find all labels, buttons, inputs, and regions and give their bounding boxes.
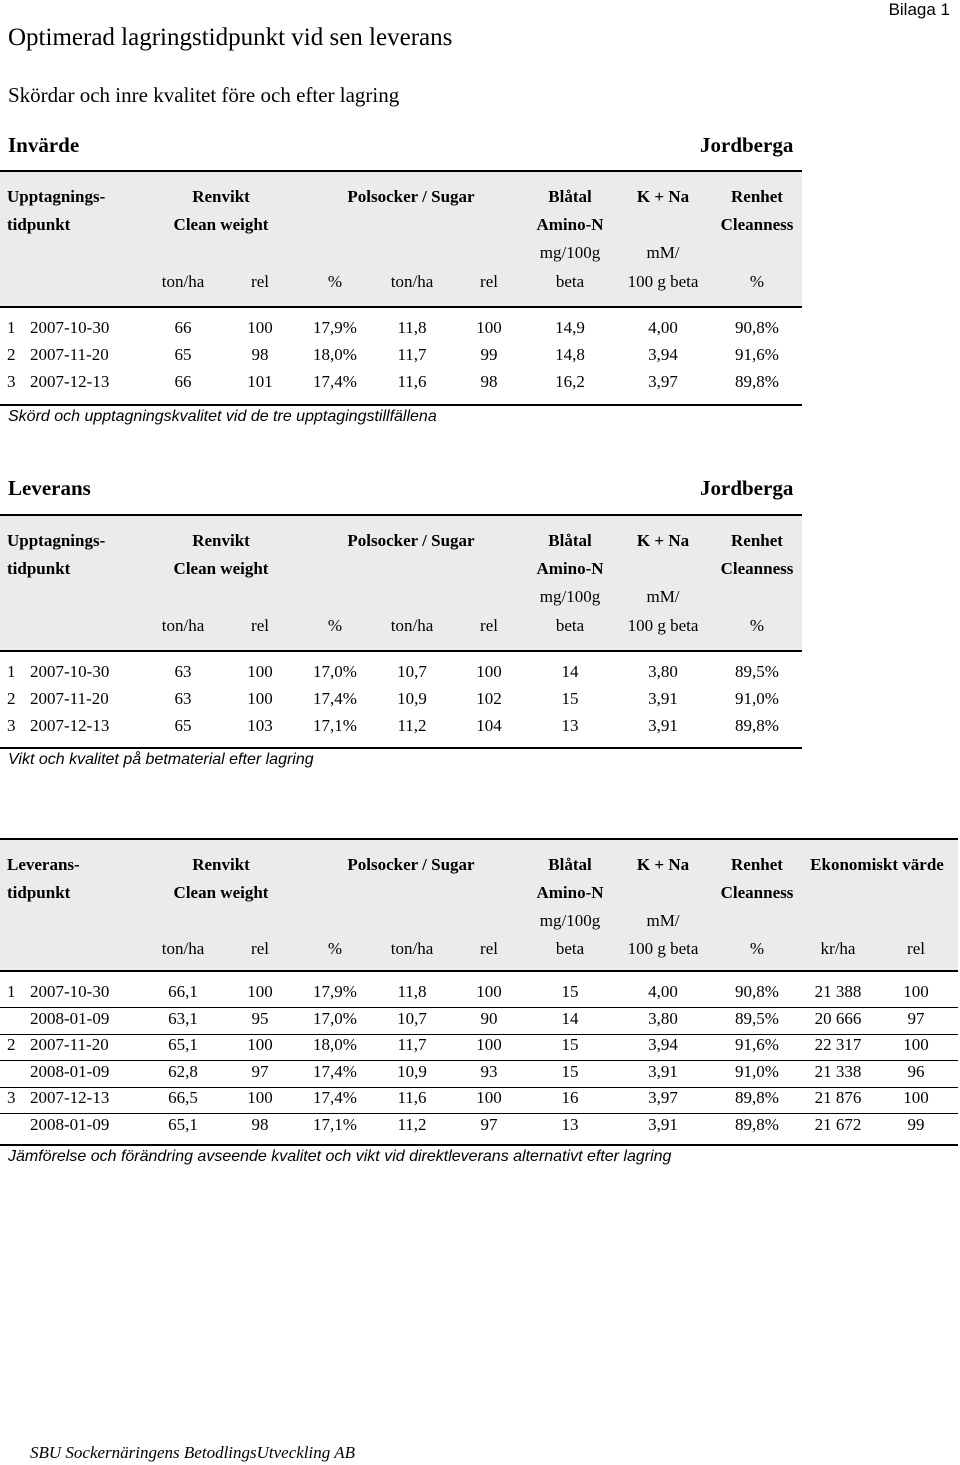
header-cell: Cleanness [720, 883, 794, 902]
header-cell: ton/ha [390, 939, 434, 958]
table-cell: 2008-01-09 [30, 1062, 110, 1081]
header-cell: mM/ [646, 911, 680, 930]
header-cell: Blåtal [548, 531, 592, 550]
header-cell: ton/ha [390, 616, 434, 635]
table-cell: 17,4% [313, 1062, 357, 1081]
header-cell: Renvikt [192, 187, 250, 206]
row-divider [0, 1007, 958, 1008]
header-cell: Blåtal [548, 855, 592, 874]
table-cell: 63 [174, 662, 192, 681]
table-cell: 91,0% [735, 1062, 779, 1081]
footer-text: SBU Sockernäringens BetodlingsUtveckling AB [30, 1443, 355, 1462]
table-cell: 17,1% [313, 716, 357, 735]
table-cell: 15 [561, 1062, 579, 1081]
table-cell: 3,97 [648, 1088, 678, 1107]
header-cell: mM/ [646, 243, 680, 262]
header-cell: % [749, 272, 765, 291]
table-cell: 17,9% [313, 318, 357, 337]
table-cell: 2007-12-13 [30, 1088, 110, 1107]
table-cell: 101 [247, 372, 273, 391]
table-cell: 66 [174, 372, 192, 391]
header-cell: mM/ [646, 587, 680, 606]
table-cell: 11,2 [397, 716, 427, 735]
header-cell: beta [555, 616, 585, 635]
table-cell: 4,00 [648, 982, 678, 1001]
header-cell: Clean weight [173, 215, 269, 234]
header-cell: % [749, 939, 765, 958]
header-cell: Renvikt [192, 855, 250, 874]
table-cell: 100 [247, 689, 273, 708]
table-cell: 10,7 [397, 1009, 427, 1028]
table-cell: 3,97 [648, 372, 678, 391]
header-cell: 100 g beta [627, 616, 699, 635]
header-cell: rel [480, 939, 498, 958]
table-cell: 91,6% [735, 1035, 779, 1054]
table-caption: Skörd och upptagningskvalitet vid de tre upptagingstillfällena [8, 408, 437, 425]
table-cell: 102 [476, 689, 502, 708]
table-cell: 18,0% [313, 1035, 357, 1054]
table-cell: 17,4% [313, 1088, 357, 1107]
header-cell: % [749, 616, 765, 635]
table-cell: 20 666 [814, 1009, 862, 1028]
header-cell: % [327, 616, 343, 635]
location-label: Jordberga [700, 476, 794, 500]
header-cell: Upptagnings- [7, 187, 106, 206]
table-cell: 11,8 [397, 318, 427, 337]
table-rule [0, 747, 802, 749]
table-cell: 100 [476, 662, 502, 681]
table-cell: 89,5% [735, 662, 779, 681]
table-cell: 3,80 [648, 1009, 678, 1028]
table-cell: 95 [251, 1009, 269, 1028]
header-cell: Clean weight [173, 883, 269, 902]
table-cell: 3,94 [648, 345, 678, 364]
table-cell: 2007-10-30 [30, 318, 110, 337]
table-cell: 2007-12-13 [30, 716, 110, 735]
table-cell: 100 [903, 1088, 929, 1107]
table-cell: 97 [480, 1115, 498, 1134]
header-cell: tidpunkt [7, 559, 71, 578]
table-cell: 14 [561, 662, 579, 681]
table-cell: 89,5% [735, 1009, 779, 1028]
table-cell: 21 672 [814, 1115, 862, 1134]
table-cell: 2007-12-13 [30, 372, 110, 391]
table-cell: 17,4% [313, 689, 357, 708]
header-cell: Amino-N [536, 215, 604, 234]
header-cell: Amino-N [536, 883, 604, 902]
table-cell: 89,8% [735, 1088, 779, 1107]
table-cell: 17,0% [313, 1009, 357, 1028]
table-cell: 1 [7, 318, 16, 337]
table-caption: Jämförelse och förändring avseende kvalitet och vikt vid direktleverans alternativt efter lagring [8, 1148, 672, 1165]
header-cell: ton/ha [161, 616, 205, 635]
table-cell: 11,8 [397, 982, 427, 1001]
table-cell: 90 [480, 1009, 498, 1028]
table-cell: 66 [174, 318, 192, 337]
header-cell: beta [555, 272, 585, 291]
table-cell: 15 [561, 982, 579, 1001]
header-cell: ton/ha [161, 272, 205, 291]
table-cell: 17,4% [313, 372, 357, 391]
table-cell: 15 [561, 689, 579, 708]
appendix-label: Bilaga 1 [888, 0, 950, 19]
table-cell: 62,8 [168, 1062, 198, 1081]
table-cell: 13 [561, 716, 579, 735]
table-cell: 98 [480, 372, 498, 391]
header-cell: Clean weight [173, 559, 269, 578]
header-cell: 100 g beta [627, 272, 699, 291]
table-cell: 2 [7, 345, 16, 364]
table-cell: 65 [174, 345, 192, 364]
header-cell: rel [907, 939, 925, 958]
table-cell: 65,1 [168, 1035, 198, 1054]
header-cell: Blåtal [548, 187, 592, 206]
section-title-invarde: Invärde [8, 133, 80, 157]
table-cell: 3,91 [648, 1115, 678, 1134]
table-cell: 98 [251, 345, 269, 364]
table-cell: 66,5 [168, 1088, 198, 1107]
table-cell: 10,9 [397, 1062, 427, 1081]
table-rule [0, 1144, 958, 1146]
table-cell: 100 [476, 318, 502, 337]
table-cell: 11,7 [397, 1035, 427, 1054]
header-cell: ton/ha [161, 939, 205, 958]
header-cell: Upptagnings- [7, 531, 106, 550]
table-cell: 2007-10-30 [30, 662, 110, 681]
table-cell: 3 [7, 716, 16, 735]
table-cell: 100 [476, 1035, 502, 1054]
header-cell: Polsocker / Sugar [347, 187, 475, 206]
header-cell: Polsocker / Sugar [347, 855, 475, 874]
table-cell: 13 [561, 1115, 579, 1134]
section-title-leverans: Leverans [8, 476, 91, 500]
table-cell: 100 [247, 982, 273, 1001]
table-cell: 21 338 [814, 1062, 862, 1081]
table-cell: 10,9 [397, 689, 427, 708]
table-cell: 3 [7, 1088, 16, 1107]
table-cell: 63 [174, 689, 192, 708]
table-cell: 10,7 [397, 662, 427, 681]
table-cell: 3,94 [648, 1035, 678, 1054]
table-cell: 3 [7, 372, 16, 391]
table-cell: 91,0% [735, 689, 779, 708]
table-cell: 14 [561, 1009, 579, 1028]
table-cell: 104 [476, 716, 502, 735]
table-cell: 4,00 [648, 318, 678, 337]
row-divider [0, 1113, 958, 1114]
table1-header [0, 170, 802, 308]
header-cell: K + Na [636, 855, 690, 874]
header-cell: 100 g beta [627, 939, 699, 958]
table-cell: 103 [247, 716, 273, 735]
table-cell: 66,1 [168, 982, 198, 1001]
table-cell: 15 [561, 1035, 579, 1054]
table-cell: 16 [561, 1088, 579, 1107]
table-cell: 18,0% [313, 345, 357, 364]
header-cell: tidpunkt [7, 215, 71, 234]
table-cell: 89,8% [735, 1115, 779, 1134]
table-cell: 100 [247, 1088, 273, 1107]
header-cell: Renhet [731, 531, 783, 550]
header-cell: % [327, 272, 343, 291]
table-cell: 97 [251, 1062, 269, 1081]
row-divider [0, 1060, 958, 1061]
table-cell: 2 [7, 689, 16, 708]
header-cell: K + Na [636, 531, 690, 550]
table-cell: 100 [476, 982, 502, 1001]
header-cell: mg/100g [539, 911, 601, 930]
table-cell: 100 [247, 662, 273, 681]
header-cell: tidpunkt [7, 883, 71, 902]
header-cell: mg/100g [539, 587, 601, 606]
table-cell: 99 [480, 345, 498, 364]
header-cell: Renhet [731, 855, 783, 874]
table-cell: 99 [907, 1115, 925, 1134]
table-cell: 65,1 [168, 1115, 198, 1134]
table2-header [0, 514, 802, 652]
table-cell: 100 [247, 318, 273, 337]
table-cell: 17,1% [313, 1115, 357, 1134]
table-cell: 16,2 [555, 372, 585, 391]
table-cell: 100 [903, 1035, 929, 1054]
table-cell: 2008-01-09 [30, 1009, 110, 1028]
header-cell: Renvikt [192, 531, 250, 550]
table-cell: 2007-11-20 [30, 345, 109, 364]
table-cell: 63,1 [168, 1009, 198, 1028]
page-subtitle: Skördar och inre kvalitet före och efter lagring [8, 83, 400, 107]
header-cell: rel [251, 939, 269, 958]
table-cell: 3,91 [648, 1062, 678, 1081]
header-cell: Ekonomiskt värde [810, 855, 944, 874]
table-cell: 2 [7, 1035, 16, 1054]
table-cell: 3,91 [648, 716, 678, 735]
table-cell: 93 [480, 1062, 498, 1081]
table-cell: 11,7 [397, 345, 427, 364]
table-cell: 21 876 [814, 1088, 862, 1107]
header-cell: Polsocker / Sugar [347, 531, 475, 550]
table-cell: 14,8 [555, 345, 585, 364]
table-cell: 11,6 [397, 1088, 427, 1107]
table-cell: 91,6% [735, 345, 779, 364]
header-cell: Leverans- [7, 855, 80, 874]
table-cell: 11,2 [397, 1115, 427, 1134]
table-cell: 90,8% [735, 982, 779, 1001]
table-rule [0, 404, 802, 406]
header-cell: rel [251, 616, 269, 635]
page-title: Optimerad lagringstidpunkt vid sen leverans [8, 24, 453, 51]
header-cell: % [327, 939, 343, 958]
table-cell: 2008-01-09 [30, 1115, 110, 1134]
header-cell: K + Na [636, 187, 690, 206]
table-cell: 11,6 [397, 372, 427, 391]
header-cell: rel [251, 272, 269, 291]
table-cell: 3,91 [648, 689, 678, 708]
header-cell: Amino-N [536, 559, 604, 578]
location-label: Jordberga [700, 133, 794, 157]
table-cell: 98 [251, 1115, 269, 1134]
header-cell: rel [480, 272, 498, 291]
table-cell: 65 [174, 716, 192, 735]
table-cell: 21 388 [814, 982, 862, 1001]
table-cell: 17,9% [313, 982, 357, 1001]
table-cell: 89,8% [735, 716, 779, 735]
table-cell: 97 [907, 1009, 925, 1028]
table-cell: 22 317 [814, 1035, 862, 1054]
header-cell: Renhet [731, 187, 783, 206]
table-cell: 100 [247, 1035, 273, 1054]
table-cell: 89,8% [735, 372, 779, 391]
header-cell: beta [555, 939, 585, 958]
header-cell: ton/ha [390, 272, 434, 291]
header-cell: mg/100g [539, 243, 601, 262]
header-cell: Cleanness [720, 559, 794, 578]
table-cell: 1 [7, 662, 16, 681]
table-cell: 2007-11-20 [30, 1035, 109, 1054]
table-cell: 100 [476, 1088, 502, 1107]
table-cell: 14,9 [555, 318, 585, 337]
table-cell: 1 [7, 982, 16, 1001]
table-cell: 100 [903, 982, 929, 1001]
table-cell: 96 [907, 1062, 925, 1081]
table-cell: 90,8% [735, 318, 779, 337]
table-cell: 17,0% [313, 662, 357, 681]
table-caption: Vikt och kvalitet på betmaterial efter lagring [8, 751, 314, 768]
header-cell: kr/ha [820, 939, 856, 958]
header-cell: rel [480, 616, 498, 635]
table-cell: 2007-11-20 [30, 689, 109, 708]
table-cell: 3,80 [648, 662, 678, 681]
table3-header [0, 838, 958, 972]
table-cell: 2007-10-30 [30, 982, 110, 1001]
header-cell: Cleanness [720, 215, 794, 234]
